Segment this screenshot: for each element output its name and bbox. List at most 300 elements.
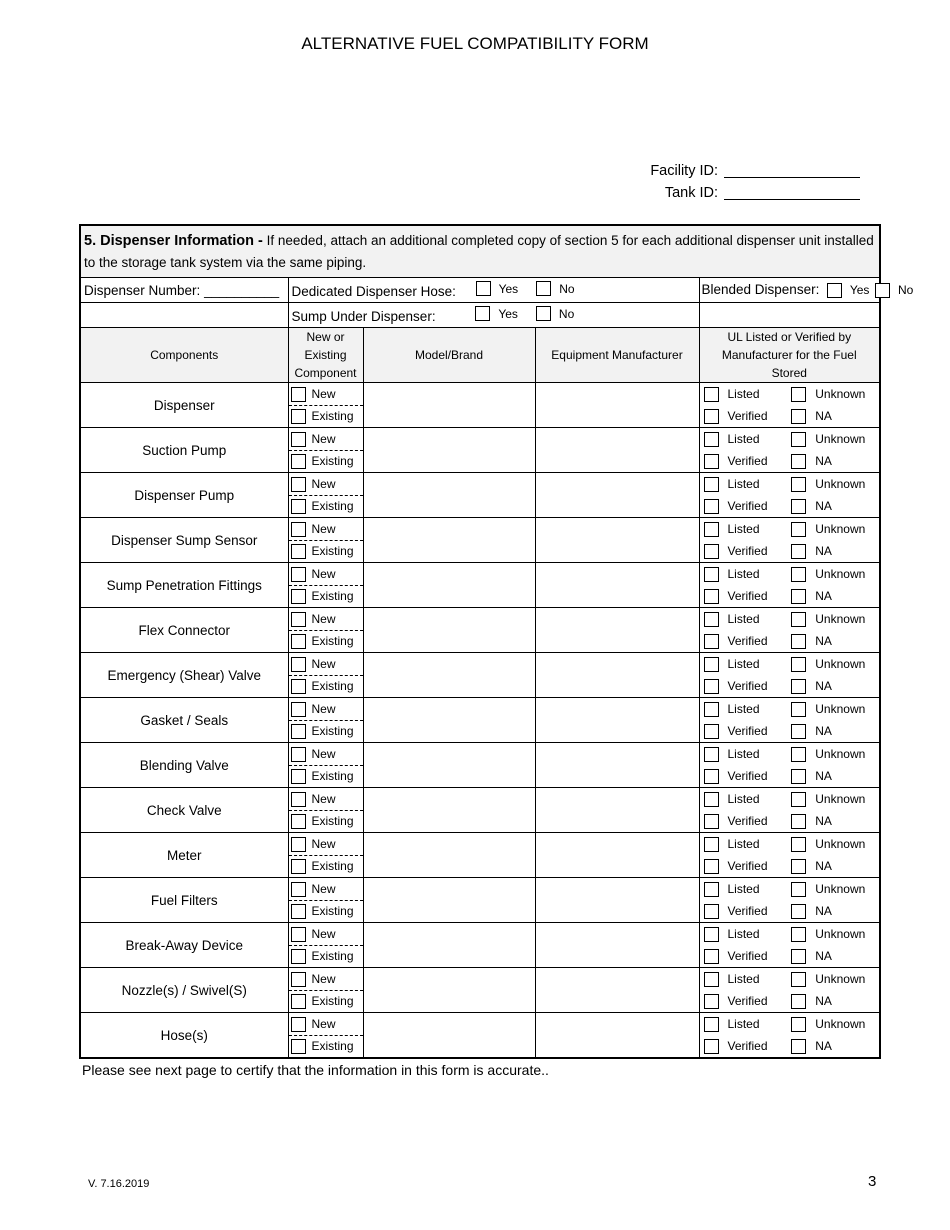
empty-cell (80, 303, 288, 328)
new-existing-cell (288, 878, 363, 923)
sump-label: Sump Under Dispenser: (291, 309, 436, 324)
new-existing-cell (288, 518, 363, 563)
dedicated-hose-cell (288, 278, 699, 303)
listed-checkbox[interactable] (704, 792, 719, 807)
existing-checkbox[interactable] (291, 724, 306, 739)
component-name: Fuel Filters (80, 878, 288, 923)
ul-status-cell (699, 968, 880, 1013)
verified-checkbox[interactable] (704, 994, 719, 1009)
listed-checkbox[interactable] (704, 972, 719, 987)
footer-note: Please see next page to certify that the information in this form is accurate.. (82, 1062, 549, 1078)
new-existing-cell (288, 428, 363, 473)
existing-label: Existing (311, 454, 354, 468)
blended-dispenser-cell (699, 278, 914, 303)
existing-label: Existing (311, 589, 354, 603)
ul-status-cell (699, 1013, 880, 1059)
component-row (80, 878, 880, 923)
unknown-label: Unknown (815, 882, 866, 896)
manufacturer-field[interactable] (535, 428, 699, 473)
listed-label: Listed (727, 882, 760, 896)
listed-label: Listed (727, 477, 760, 491)
component-name: Dispenser Pump (80, 473, 288, 518)
new-existing-cell (288, 923, 363, 968)
na-checkbox[interactable] (791, 994, 806, 1009)
na-checkbox[interactable] (791, 724, 806, 739)
new-checkbox[interactable] (291, 972, 306, 987)
verified-checkbox[interactable] (704, 679, 719, 694)
listed-checkbox[interactable] (704, 477, 719, 492)
verified-checkbox[interactable] (704, 1039, 719, 1054)
component-name: Gasket / Seals (80, 698, 288, 743)
component-name: Dispenser (80, 383, 288, 428)
na-label: NA (815, 904, 832, 918)
listed-label: Listed (727, 567, 760, 581)
unknown-checkbox[interactable] (791, 657, 806, 672)
component-name: Break-Away Device (80, 923, 288, 968)
na-label: NA (815, 409, 832, 423)
dashed-divider (289, 630, 363, 631)
listed-checkbox[interactable] (704, 882, 719, 897)
dispenser-number-cell[interactable] (80, 278, 288, 303)
existing-checkbox[interactable] (291, 589, 306, 604)
id-fields (560, 160, 860, 204)
listed-label: Listed (727, 612, 760, 626)
verified-label: Verified (727, 544, 768, 558)
new-existing-cell (288, 698, 363, 743)
component-name: Suction Pump (80, 428, 288, 473)
verified-checkbox[interactable] (704, 904, 719, 919)
existing-label: Existing (311, 724, 354, 738)
verified-label: Verified (727, 679, 768, 693)
listed-checkbox[interactable] (704, 432, 719, 447)
na-checkbox[interactable] (791, 769, 806, 784)
manufacturer-field[interactable] (535, 788, 699, 833)
new-checkbox[interactable] (291, 1017, 306, 1032)
new-checkbox[interactable] (291, 747, 306, 762)
component-row (80, 383, 880, 428)
component-row (80, 653, 880, 698)
listed-checkbox[interactable] (704, 387, 719, 402)
model-brand-field[interactable] (363, 563, 535, 608)
manufacturer-field[interactable] (535, 833, 699, 878)
dispenser-table (79, 224, 914, 1059)
existing-label: Existing (311, 814, 354, 828)
dashed-divider (289, 540, 363, 541)
new-label: New (311, 747, 336, 761)
blended-label: Blended Dispenser: (701, 282, 820, 298)
blended-yes-checkbox[interactable] (827, 283, 842, 298)
dashed-divider (289, 585, 363, 586)
listed-checkbox[interactable] (704, 612, 719, 627)
dashed-divider (289, 720, 363, 721)
unknown-checkbox[interactable] (791, 522, 806, 537)
existing-label: Existing (311, 949, 354, 963)
na-label: NA (815, 634, 832, 648)
component-row (80, 698, 880, 743)
new-label: New (311, 477, 336, 491)
verified-label: Verified (727, 949, 768, 963)
component-name: Sump Penetration Fittings (80, 563, 288, 608)
new-label: New (311, 387, 336, 401)
unknown-label: Unknown (815, 612, 866, 626)
na-label: NA (815, 769, 832, 783)
dashed-divider (289, 810, 363, 811)
new-checkbox[interactable] (291, 432, 306, 447)
component-row (80, 968, 880, 1013)
dedicated-hose-yes-checkbox[interactable] (476, 281, 491, 296)
manufacturer-header: Equipment Manufacturer (535, 328, 699, 383)
na-checkbox[interactable] (791, 409, 806, 424)
unknown-checkbox[interactable] (791, 612, 806, 627)
unknown-label: Unknown (815, 702, 866, 716)
verified-label: Verified (727, 499, 768, 513)
model-brand-field[interactable] (363, 743, 535, 788)
existing-label: Existing (311, 1039, 354, 1053)
sump-cell (288, 303, 699, 328)
listed-checkbox[interactable] (704, 1017, 719, 1032)
model-brand-field[interactable] (363, 833, 535, 878)
listed-label: Listed (727, 702, 760, 716)
verified-label: Verified (727, 1039, 768, 1053)
page-number: 3 (868, 1173, 877, 1190)
listed-label: Listed (727, 747, 760, 761)
na-label: NA (815, 994, 832, 1008)
na-checkbox[interactable] (791, 634, 806, 649)
component-row (80, 923, 880, 968)
model-brand-field[interactable] (363, 788, 535, 833)
na-checkbox[interactable] (791, 544, 806, 559)
component-name: Flex Connector (80, 608, 288, 653)
new-checkbox[interactable] (291, 792, 306, 807)
model-brand-field[interactable] (363, 383, 535, 428)
unknown-checkbox[interactable] (791, 1017, 806, 1032)
form-title: ALTERNATIVE FUEL COMPATIBILITY FORM (301, 34, 649, 53)
na-checkbox[interactable] (791, 1039, 806, 1054)
listed-checkbox[interactable] (704, 747, 719, 762)
section-heading: 5. Dispenser Information - (84, 233, 263, 249)
dashed-divider (289, 945, 363, 946)
dashed-divider (289, 765, 363, 766)
listed-label: Listed (727, 792, 760, 806)
model-brand-field[interactable] (363, 698, 535, 743)
existing-checkbox[interactable] (291, 769, 306, 784)
ul-status-cell (699, 653, 880, 698)
verified-label: Verified (727, 454, 768, 468)
na-label: NA (815, 724, 832, 738)
tank-id-field[interactable] (724, 184, 860, 200)
na-label: NA (815, 589, 832, 603)
na-checkbox[interactable] (791, 454, 806, 469)
new-label: New (311, 1017, 336, 1031)
verified-checkbox[interactable] (704, 589, 719, 604)
verified-checkbox[interactable] (704, 634, 719, 649)
manufacturer-field[interactable] (535, 698, 699, 743)
component-row (80, 743, 880, 788)
model-brand-field[interactable] (363, 653, 535, 698)
model-brand-field[interactable] (363, 923, 535, 968)
new-label: New (311, 612, 336, 626)
existing-label: Existing (311, 499, 354, 513)
verified-checkbox[interactable] (704, 409, 719, 424)
verified-label: Verified (727, 904, 768, 918)
ul-status-cell (699, 563, 880, 608)
components-header: Components (80, 328, 288, 383)
dashed-divider (289, 675, 363, 676)
new-label: New (311, 657, 336, 671)
verified-label: Verified (727, 859, 768, 873)
existing-checkbox[interactable] (291, 409, 306, 424)
manufacturer-field[interactable] (535, 563, 699, 608)
blended-no-label: No (897, 283, 914, 298)
section-header (80, 225, 880, 278)
unknown-label: Unknown (815, 387, 866, 401)
dashed-divider (289, 405, 363, 406)
listed-checkbox[interactable] (704, 567, 719, 582)
unknown-checkbox[interactable] (791, 432, 806, 447)
na-checkbox[interactable] (791, 904, 806, 919)
unknown-checkbox[interactable] (791, 387, 806, 402)
model-brand-field[interactable] (363, 878, 535, 923)
component-name: Hose(s) (80, 1013, 288, 1059)
manufacturer-field[interactable] (535, 968, 699, 1013)
unknown-label: Unknown (815, 927, 866, 941)
dashed-divider (289, 900, 363, 901)
dashed-divider (289, 1035, 363, 1036)
component-row (80, 833, 880, 878)
section-instructions: If needed, attach an additional completed copy of section 5 for each additional dispenser unit installed to the storage tank system via the same piping. (84, 233, 874, 270)
component-name: Blending Valve (80, 743, 288, 788)
existing-label: Existing (311, 634, 354, 648)
unknown-checkbox[interactable] (791, 837, 806, 852)
verified-checkbox[interactable] (704, 544, 719, 559)
component-row (80, 428, 880, 473)
new-checkbox[interactable] (291, 882, 306, 897)
unknown-checkbox[interactable] (791, 702, 806, 717)
listed-label: Listed (727, 1017, 760, 1031)
na-label: NA (815, 949, 832, 963)
unknown-checkbox[interactable] (791, 747, 806, 762)
new-checkbox[interactable] (291, 387, 306, 402)
ul-status-cell (699, 698, 880, 743)
dispenser-number-blank[interactable]: __________ (204, 282, 280, 298)
new-label: New (311, 567, 336, 581)
existing-checkbox[interactable] (291, 1039, 306, 1054)
unknown-checkbox[interactable] (791, 972, 806, 987)
dashed-divider (289, 990, 363, 991)
model-brand-field[interactable] (363, 428, 535, 473)
component-row (80, 1013, 880, 1059)
ul-status-cell (699, 383, 880, 428)
model-brand-field[interactable] (363, 1013, 535, 1059)
na-label: NA (815, 544, 832, 558)
manufacturer-field[interactable] (535, 653, 699, 698)
model-brand-field[interactable] (363, 608, 535, 653)
verified-label: Verified (727, 814, 768, 828)
model-brand-field[interactable] (363, 518, 535, 563)
sump-yes-checkbox[interactable] (475, 306, 490, 321)
component-name: Nozzle(s) / Swivel(S) (80, 968, 288, 1013)
new-checkbox[interactable] (291, 837, 306, 852)
na-checkbox[interactable] (791, 859, 806, 874)
sump-no-label: No (558, 306, 575, 321)
verified-checkbox[interactable] (704, 949, 719, 964)
existing-checkbox[interactable] (291, 499, 306, 514)
component-name: Emergency (Shear) Valve (80, 653, 288, 698)
new-label: New (311, 702, 336, 716)
listed-label: Listed (727, 387, 760, 401)
na-checkbox[interactable] (791, 814, 806, 829)
na-label: NA (815, 814, 832, 828)
na-label: NA (815, 499, 832, 513)
verified-checkbox[interactable] (704, 724, 719, 739)
existing-checkbox[interactable] (291, 994, 306, 1009)
component-name: Check Valve (80, 788, 288, 833)
ul-status-cell (699, 833, 880, 878)
manufacturer-field[interactable] (535, 383, 699, 428)
new-existing-cell (288, 473, 363, 518)
verified-label: Verified (727, 994, 768, 1008)
dedicated-hose-yes-label: Yes (498, 281, 519, 296)
unknown-checkbox[interactable] (791, 927, 806, 942)
verified-checkbox[interactable] (704, 859, 719, 874)
listed-checkbox[interactable] (704, 657, 719, 672)
existing-checkbox[interactable] (291, 634, 306, 649)
blended-yes-label: Yes (849, 283, 870, 298)
unknown-label: Unknown (815, 747, 866, 761)
listed-checkbox[interactable] (704, 837, 719, 852)
listed-checkbox[interactable] (704, 522, 719, 537)
manufacturer-field[interactable] (535, 878, 699, 923)
new-checkbox[interactable] (291, 927, 306, 942)
model-brand-header: Model/Brand (363, 328, 535, 383)
unknown-checkbox[interactable] (791, 882, 806, 897)
existing-checkbox[interactable] (291, 904, 306, 919)
na-checkbox[interactable] (791, 589, 806, 604)
listed-label: Listed (727, 522, 760, 536)
existing-label: Existing (311, 904, 354, 918)
manufacturer-field[interactable] (535, 473, 699, 518)
component-row (80, 563, 880, 608)
new-existing-cell (288, 968, 363, 1013)
manufacturer-field[interactable] (535, 923, 699, 968)
component-row (80, 518, 880, 563)
manufacturer-field[interactable] (535, 1013, 699, 1059)
new-label: New (311, 927, 336, 941)
manufacturer-field[interactable] (535, 743, 699, 788)
existing-checkbox[interactable] (291, 454, 306, 469)
new-label: New (311, 837, 336, 851)
ul-status-cell (699, 473, 880, 518)
new-checkbox[interactable] (291, 612, 306, 627)
ul-status-cell (699, 428, 880, 473)
dedicated-hose-label: Dedicated Dispenser Hose: (291, 284, 456, 299)
verified-label: Verified (727, 409, 768, 423)
existing-checkbox[interactable] (291, 949, 306, 964)
new-checkbox[interactable] (291, 657, 306, 672)
dedicated-hose-no-label: No (559, 281, 575, 296)
listed-label: Listed (727, 837, 760, 851)
sump-yes-label: Yes (498, 306, 518, 321)
sump-no-checkbox[interactable] (536, 306, 551, 321)
existing-label: Existing (311, 679, 354, 693)
verified-checkbox[interactable] (704, 769, 719, 784)
existing-checkbox[interactable] (291, 814, 306, 829)
unknown-checkbox[interactable] (791, 792, 806, 807)
new-label: New (311, 882, 336, 896)
dashed-divider (289, 450, 363, 451)
new-checkbox[interactable] (291, 567, 306, 582)
component-row (80, 473, 880, 518)
new-checkbox[interactable] (291, 522, 306, 537)
verified-checkbox[interactable] (704, 454, 719, 469)
new-existing-cell (288, 743, 363, 788)
new-checkbox[interactable] (291, 477, 306, 492)
ul-status-cell (699, 743, 880, 788)
na-checkbox[interactable] (791, 499, 806, 514)
existing-label: Existing (311, 859, 354, 873)
version-label: V. 7.16.2019 (88, 1178, 150, 1190)
verified-checkbox[interactable] (704, 814, 719, 829)
ul-listed-header: UL Listed or Verified by Manufacturer for the Fuel Stored (699, 328, 880, 383)
listed-checkbox[interactable] (704, 702, 719, 717)
dashed-divider (289, 855, 363, 856)
model-brand-field[interactable] (363, 473, 535, 518)
listed-checkbox[interactable] (704, 927, 719, 942)
manufacturer-field[interactable] (535, 518, 699, 563)
unknown-checkbox[interactable] (791, 567, 806, 582)
existing-checkbox[interactable] (291, 544, 306, 559)
facility-id-field[interactable] (724, 162, 860, 178)
component-row (80, 608, 880, 653)
model-brand-field[interactable] (363, 968, 535, 1013)
unknown-label: Unknown (815, 792, 866, 806)
na-label: NA (815, 679, 832, 693)
na-label: NA (815, 454, 832, 468)
dashed-divider (289, 495, 363, 496)
component-name: Meter (80, 833, 288, 878)
listed-label: Listed (727, 657, 760, 671)
blended-no-checkbox[interactable] (875, 283, 890, 298)
new-existing-header: New or Existing Component (288, 328, 363, 383)
new-label: New (311, 522, 336, 536)
existing-label: Existing (311, 544, 354, 558)
component-name: Dispenser Sump Sensor (80, 518, 288, 563)
existing-label: Existing (311, 994, 354, 1008)
new-label: New (311, 972, 336, 986)
unknown-label: Unknown (815, 522, 866, 536)
na-label: NA (815, 859, 832, 873)
verified-label: Verified (727, 769, 768, 783)
new-existing-cell (288, 653, 363, 698)
unknown-checkbox[interactable] (791, 477, 806, 492)
unknown-label: Unknown (815, 1017, 866, 1031)
verified-checkbox[interactable] (704, 499, 719, 514)
new-checkbox[interactable] (291, 702, 306, 717)
unknown-label: Unknown (815, 657, 866, 671)
tank-id-label: Tank ID: (664, 185, 718, 201)
existing-checkbox[interactable] (291, 859, 306, 874)
new-label: New (311, 432, 336, 446)
existing-checkbox[interactable] (291, 679, 306, 694)
new-existing-cell (288, 563, 363, 608)
new-existing-cell (288, 608, 363, 653)
ul-status-cell (699, 608, 880, 653)
na-checkbox[interactable] (791, 679, 806, 694)
dedicated-hose-no-checkbox[interactable] (536, 281, 551, 296)
ul-status-cell (699, 788, 880, 833)
manufacturer-field[interactable] (535, 608, 699, 653)
na-checkbox[interactable] (791, 949, 806, 964)
